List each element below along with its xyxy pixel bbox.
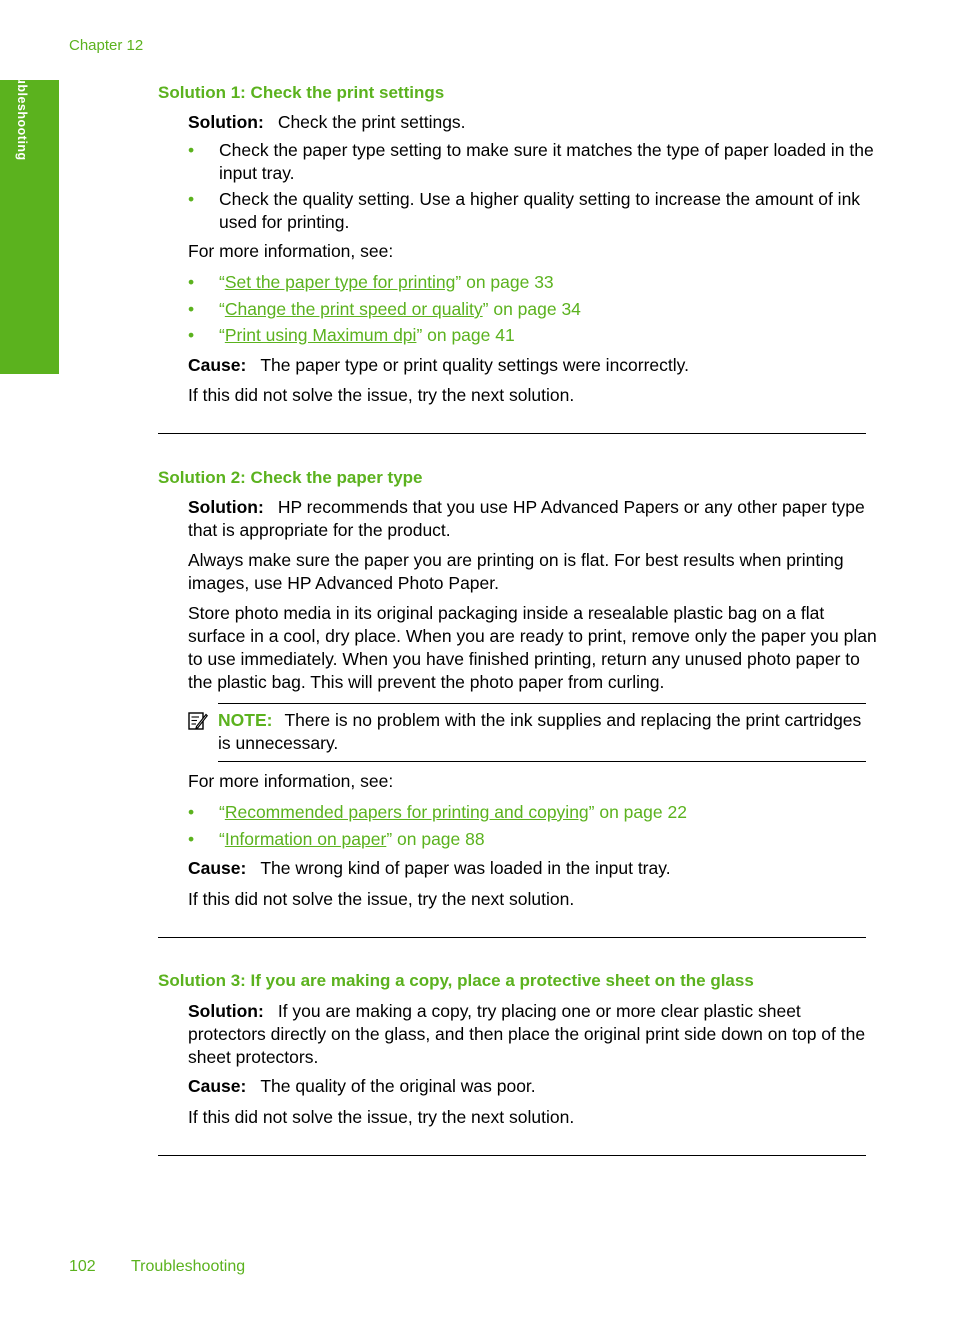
chapter-label: Chapter 12 bbox=[69, 37, 144, 54]
cause-3-text: Cause: The quality of the original was poor. bbox=[188, 1076, 536, 1096]
cause-1-text: Cause: The paper type or print quality settings were incorrectly. bbox=[188, 355, 689, 375]
section-heading-2: Solution 2: Check the paper type bbox=[158, 468, 423, 487]
footer-section-label: Troubleshooting bbox=[131, 1258, 246, 1275]
bullet-marker: • bbox=[188, 802, 195, 822]
next-solution-2: If this did not solve the issue, try the next solution. bbox=[188, 889, 575, 909]
more-info-label: For more information, see: bbox=[188, 771, 394, 791]
link-maximum-dpi[interactable]: “Print using Maximum dpi” on page 41 bbox=[219, 325, 515, 345]
bullet-marker: • bbox=[188, 829, 195, 849]
paragraph-store-media: Store photo media in its original packaging inside a resealable plastic bag on a flat surface in a cool, dry place. When you are ready to print, remove only the paper you plan to use immediately. When you have finished printing, return any unused photo paper to the plastic bag. This will prevent the photo paper from curling. bbox=[188, 603, 877, 692]
note-bottom-rule bbox=[218, 761, 866, 762]
list-item: Check the paper type setting to make sure it matches the type of paper loaded in the input tray. bbox=[219, 140, 874, 183]
section-heading-1: Solution 1: Check the print settings bbox=[158, 83, 445, 102]
list-item: Check the quality setting. Use a higher quality setting to increase the amount of ink used for printing. bbox=[219, 189, 861, 232]
solution-2-text: Solution: HP recommends that you use HP Advanced Papers or any other paper type that is appropriate for the product. bbox=[188, 497, 865, 540]
bullet-marker: • bbox=[188, 272, 195, 292]
section-divider bbox=[158, 1155, 866, 1156]
section-divider bbox=[158, 937, 866, 938]
next-solution-3: If this did not solve the issue, try the next solution. bbox=[188, 1107, 575, 1127]
note-text: NOTE: There is no problem with the ink supplies and replacing the print cartridges is unnecessary. bbox=[218, 710, 862, 753]
side-tab-label: Troubleshooting bbox=[15, 55, 29, 161]
section-divider bbox=[158, 433, 866, 434]
solution-1-text: Solution: Check the print settings. bbox=[188, 112, 466, 132]
next-solution-1: If this did not solve the issue, try the next solution. bbox=[188, 385, 575, 405]
page-number: 102 bbox=[69, 1258, 96, 1275]
cause-2-text: Cause: The wrong kind of paper was loaded in the input tray. bbox=[188, 858, 671, 878]
link-information-on-paper[interactable]: “Information on paper” on page 88 bbox=[219, 829, 485, 849]
link-recommended-papers[interactable]: “Recommended papers for printing and copying” on page 22 bbox=[219, 802, 687, 822]
bullet-marker: • bbox=[188, 189, 195, 209]
solution-3-text: Solution: If you are making a copy, try placing one or more clear plastic sheet protectors directly on the glass, and then place the original print side down on top of the sheet protectors. bbox=[188, 1001, 866, 1067]
bullet-marker: • bbox=[188, 325, 195, 345]
side-tab bbox=[0, 80, 59, 374]
link-change-print-speed[interactable]: “Change the print speed or quality” on page 34 bbox=[219, 299, 581, 319]
note-pencil-icon bbox=[188, 711, 208, 731]
bullet-marker: • bbox=[188, 140, 195, 160]
bullet-marker: • bbox=[188, 299, 195, 319]
more-info-label: For more information, see: bbox=[188, 241, 394, 261]
link-set-paper-type[interactable]: “Set the paper type for printing” on page 33 bbox=[219, 272, 554, 292]
paragraph-flat-paper: Always make sure the paper you are printing on is flat. For best results when printing images, use HP Advanced Photo Paper. bbox=[188, 550, 844, 593]
section-heading-3: Solution 3: If you are making a copy, place a protective sheet on the glass bbox=[158, 971, 754, 990]
note-top-rule bbox=[218, 703, 866, 704]
